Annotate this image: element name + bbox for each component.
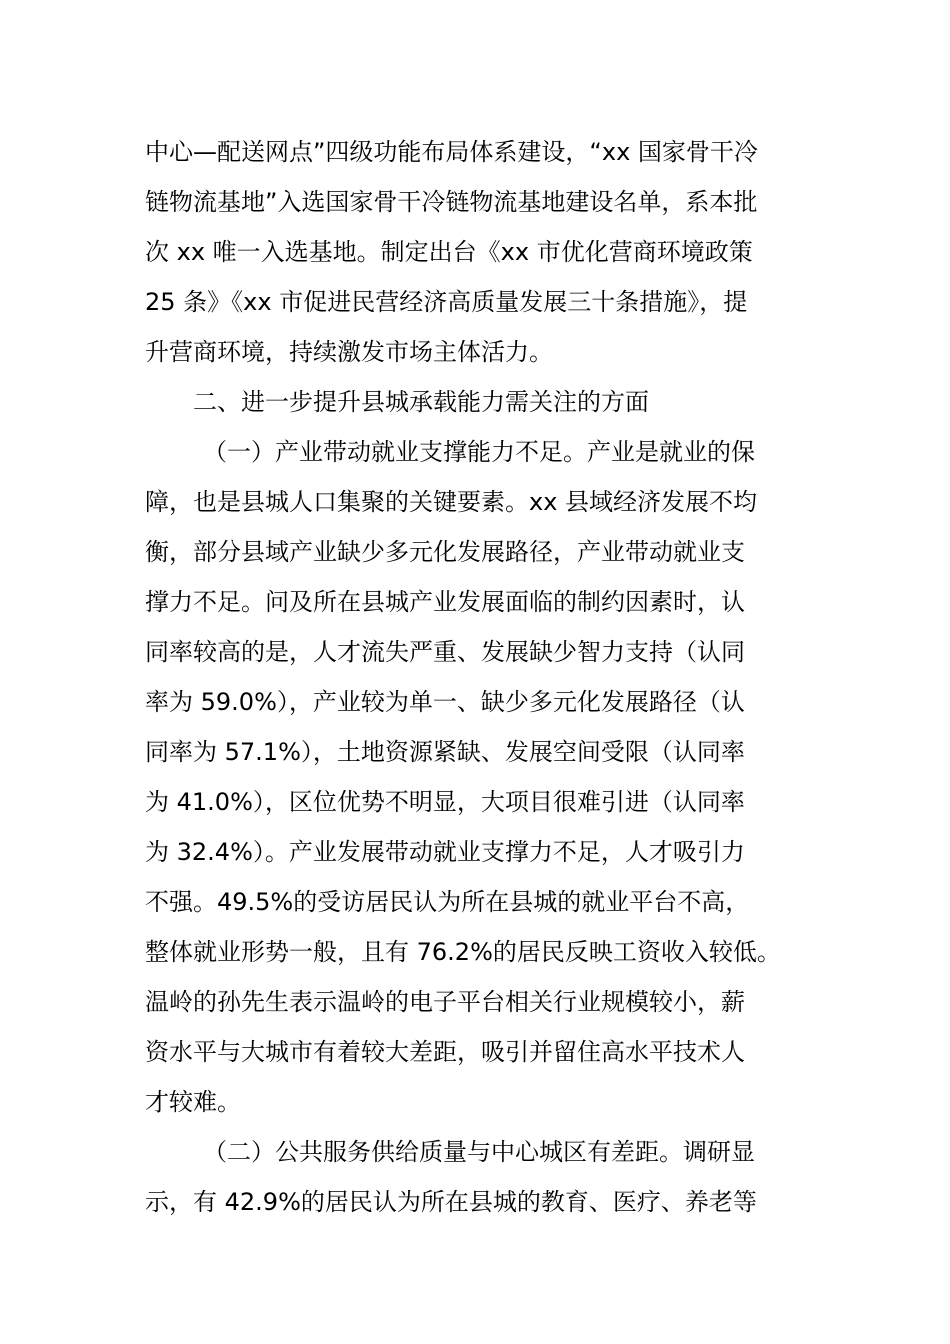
- paragraph-2-line-11: 整体就业形势一般，且有 76.2%的居民反映工资收入较低。: [145, 938, 781, 966]
- paragraph-2-line-13: 资水平与大城市有着较大差距，吸引并留住高水平技术人: [145, 1038, 745, 1066]
- paragraph-2-line-9: 为 32.4%）。产业发展带动就业支撑力不足，人才吸引力: [145, 838, 745, 866]
- paragraph-1-line-3: 次 xx 唯一入选基地。制定出台《xx 市优化营商环境政策: [145, 238, 753, 266]
- paragraph-2-line-4: 撑力不足。问及所在县城产业发展面临的制约因素时，认: [145, 588, 745, 616]
- paragraph-1-line-5: 升营商环境，持续激发市场主体活力。: [145, 338, 553, 366]
- paragraph-3-line-2: 示，有 42.9%的居民认为所在县城的教育、医疗、养老等: [145, 1188, 757, 1216]
- paragraph-1-line-1: 中心—配送网点”四级功能布局体系建设，“xx 国家骨干冷: [145, 138, 758, 166]
- paragraph-1-line-4: 25 条》《xx 市促进民营经济高质量发展三十条措施》，提: [145, 288, 748, 316]
- paragraph-2-line-6: 率为 59.0%），产业较为单一、缺少多元化发展路径（认: [145, 688, 745, 716]
- paragraph-1-line-2: 链物流基地”入选国家骨干冷链物流基地建设名单，系本批: [145, 188, 758, 216]
- paragraph-2-line-2: 障，也是县城人口集聚的关键要素。xx 县域经济发展不均: [145, 488, 758, 516]
- paragraph-3-line-1: （二）公共服务供给质量与中心城区有差距。调研显: [203, 1138, 755, 1166]
- paragraph-2-line-8: 为 41.0%），区位优势不明显，大项目很难引进（认同率: [145, 788, 745, 816]
- document-body: [145, 130, 825, 1230]
- paragraph-2-line-1: （一）产业带动就业支撑能力不足。产业是就业的保: [203, 438, 755, 466]
- paragraph-2-line-12: 温岭的孙先生表示温岭的电子平台相关行业规模较小，薪: [145, 988, 745, 1016]
- paragraph-2-line-14: 才较难。: [145, 1088, 241, 1116]
- paragraph-2-line-7: 同率为 57.1%），土地资源紧缺、发展空间受限（认同率: [145, 738, 745, 766]
- paragraph-2-line-10: 不强。49.5%的受访居民认为所在县城的就业平台不高，: [145, 888, 750, 916]
- paragraph-2-line-3: 衡，部分县域产业缺少多元化发展路径，产业带动就业支: [145, 538, 745, 566]
- section-heading: 二、进一步提升县城承载能力需关注的方面: [193, 388, 649, 416]
- paragraph-2-line-5: 同率较高的是，人才流失严重、发展缺少智力支持（认同: [145, 638, 745, 666]
